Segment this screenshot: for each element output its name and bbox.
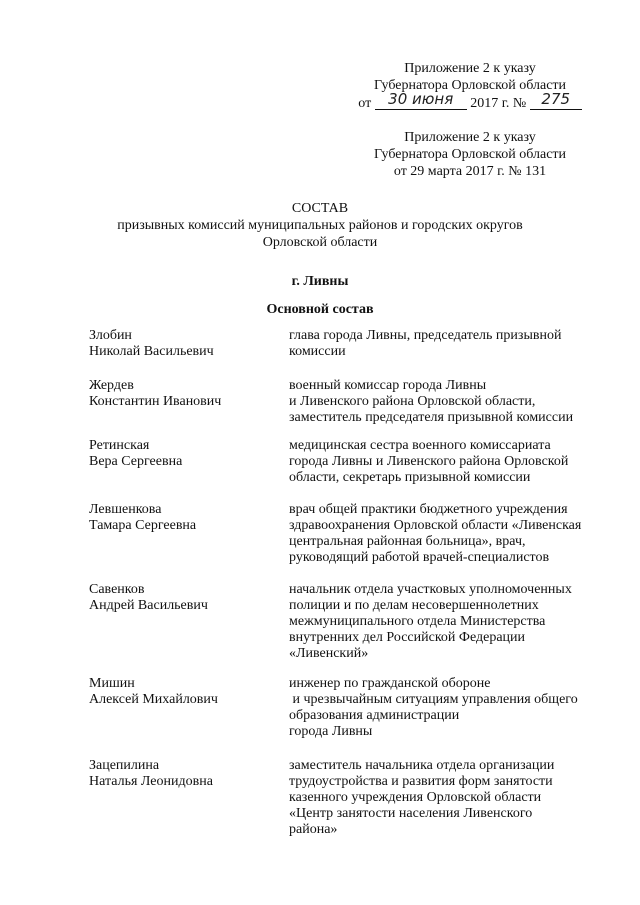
member-name: Левшенкова Тамара Сергеевна bbox=[89, 502, 197, 533]
document-title bbox=[0, 200, 640, 251]
member-row bbox=[89, 378, 609, 426]
appendix-header-current bbox=[300, 60, 640, 112]
member-name: Зацепилина Наталья Леонидовна bbox=[89, 758, 213, 789]
member-role: инженер по гражданской обороне и чрезвычайным ситуациям управления общего образования администрации города Ливны bbox=[289, 676, 578, 739]
appendix-date-line: от 29 марта 2017 г. № 131 bbox=[393, 164, 547, 179]
member-row bbox=[89, 438, 609, 486]
member-row bbox=[89, 502, 609, 566]
handwritten-date: 30 июня bbox=[375, 94, 467, 111]
appendix-issuer-line: Губернатора Орловской области bbox=[373, 147, 567, 162]
title-subtitle: призывных комиссий муниципальных районов и городских округов bbox=[117, 218, 523, 233]
date-prefix: от bbox=[358, 96, 372, 111]
handwritten-number: 275 bbox=[530, 94, 582, 111]
member-role: военный комиссар города Ливны и Ливенского района Орловской области, заместитель председателя призывной комиссии bbox=[289, 378, 574, 425]
year-number-label: 2017 г. № bbox=[470, 96, 527, 111]
appendix-date-line bbox=[300, 90, 640, 112]
member-row bbox=[89, 582, 609, 662]
member-role: заместитель начальника отдела организации трудоустройства и развития форм занятости казенного учреждения Орловской области «Центр занятости населения Ливенского района» bbox=[289, 758, 555, 837]
member-name: Ретинская Вера Сергеевна bbox=[89, 438, 183, 469]
member-row bbox=[89, 328, 609, 360]
section-heading: Основной состав bbox=[266, 302, 374, 317]
member-name: Злобин Николай Васильевич bbox=[89, 328, 214, 359]
member-role: глава города Ливны, председатель призывной комиссии bbox=[289, 328, 562, 359]
title-region: Орловской области bbox=[262, 235, 378, 250]
title-heading: СОСТАВ bbox=[291, 201, 349, 216]
member-role: врач общей практики бюджетного учреждения здравоохранения Орловской области «Ливенская центральная районная больница», врач, руководящий работой врачей-специалистов bbox=[289, 502, 582, 565]
member-name: Савенков Андрей Васильевич bbox=[89, 582, 208, 613]
member-name: Жердев Константин Иванович bbox=[89, 378, 222, 409]
appendix-line: Приложение 2 к указу bbox=[404, 130, 536, 145]
member-role: начальник отдела участковых уполномоченных полиции и по делам несовершеннолетних межмуниципального отдела Министерства внутренних дел Российской Федерации «Ливенский» bbox=[289, 582, 572, 661]
appendix-issuer-line: Губернатора Орловской области bbox=[373, 78, 567, 93]
appendix-header-previous bbox=[300, 129, 640, 180]
appendix-line: Приложение 2 к указу bbox=[404, 61, 536, 76]
city-heading: г. Ливны bbox=[291, 274, 349, 289]
member-row bbox=[89, 758, 609, 838]
member-name: Мишин Алексей Михайлович bbox=[89, 676, 218, 707]
member-row bbox=[89, 676, 609, 740]
member-role: медицинская сестра военного комиссариата города Ливны и Ливенского района Орловской области, секретарь призывной комиссии bbox=[289, 438, 569, 485]
